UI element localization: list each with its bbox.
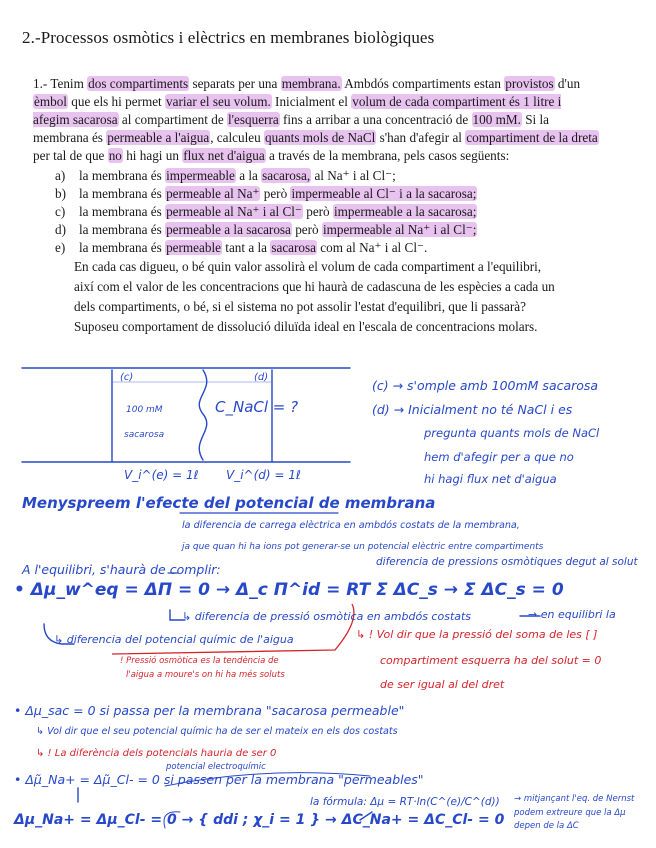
diagram-left-volume: V_i^(e) = 1ℓ <box>124 468 199 482</box>
side-note-3: pregunta quants mols de NaCl <box>424 426 600 440</box>
text-fragment: 1.- Tenim <box>33 76 88 91</box>
text-fragment: fins a arribar a una concentració de <box>279 112 472 127</box>
side-note-2: (d) → Inicialment no té NaCl i es <box>372 402 573 417</box>
diagram-right-content: C_NaCl = ? <box>215 398 299 416</box>
highlighted-text: dos compartiments <box>88 76 189 91</box>
highlighted-text: impermeable al Cl⁻ i a la sacarosa; <box>291 186 477 201</box>
closing-line-1: En cada cas digueu, o bé quin valor assolirà el volum de cada compartiment a l'equilibri, <box>74 259 542 274</box>
highlighted-text: permeable al Na⁺ <box>166 186 260 201</box>
diagram-membrane <box>199 370 207 460</box>
equilibrium-note: → en equilibri la <box>528 608 616 621</box>
text-fragment: la membrana és <box>79 168 166 183</box>
text-fragment: , calculeu <box>210 130 265 145</box>
red-pressure-note-1: ! Pressió osmòtica es la tendència de <box>120 656 279 666</box>
closing-line-2: així com el valor de les concentracions que hi haurà de cadascuna de les espècies a cada un <box>74 279 555 294</box>
diagram-left-label: (c) <box>120 372 134 383</box>
highlighted-text: l'esquerra <box>227 112 279 127</box>
red-note-3: de ser igual al del dret <box>380 678 505 691</box>
formula-note: la fórmula: Δμ = RT·ln(C^(e)/C^(d)) <box>310 796 500 808</box>
text-fragment: per tal de que <box>33 148 108 163</box>
highlighted-text: membrana. <box>281 76 341 91</box>
nernst-note-1: → mitjançant l'eq. de Nernst <box>514 794 635 804</box>
text-fragment: al compartiment de <box>118 112 227 127</box>
text-fragment: d'un <box>554 76 581 91</box>
highlighted-text: flux net d'aigua <box>183 148 265 163</box>
closing-line-4: Suposeu comportament de dissolució diluïda ideal en l'escala de concentracions molars. <box>74 319 538 334</box>
highlighted-text: sacarosa, <box>262 168 311 183</box>
highlighted-text: sacarosa <box>271 240 316 255</box>
red-note-2: compartiment esquerra ha del solut = 0 <box>380 654 602 667</box>
case-label: b) <box>55 186 66 201</box>
text-fragment: la membrana és <box>79 186 166 201</box>
membrane-note-2: ja que quan hi ha ions pot generar-se un potencial elèctric entre compartiments <box>182 542 544 552</box>
text-fragment: hi hagi un <box>122 148 183 163</box>
side-note-4: hem d'afegir per a que no <box>424 450 574 464</box>
highlighted-text: èmbol <box>34 94 67 109</box>
text-fragment: s'han d'afegir al <box>376 130 466 145</box>
highlighted-text: permeable a la sacarosa <box>166 222 291 237</box>
side-note-1: (c) → s'omple amb 100mM sacarosa <box>372 378 599 393</box>
highlighted-text: impermeable al Na⁺ i al Cl⁻; <box>322 222 477 237</box>
highlighted-text: volum de cada compartiment és 1 litre i afegim sacarosa <box>33 94 562 127</box>
notes-heading: Menyspreem l'efecte del potencial de membrana <box>22 494 436 512</box>
final-equation: Δμ_Na+ = Δμ_Cl- = 0 → { ddi ; χ_i = 1 } → ΔC_Na+ = ΔC_Cl- = 0 <box>14 812 505 828</box>
case-label: e) <box>55 240 66 255</box>
text-fragment: Ambdós compartiments estan <box>341 76 505 91</box>
equation-water-potential: • Δμ_w^eq = ΔΠ = 0 → Δ_c Π^id = RT Σ ΔC_s → Σ ΔC_s = 0 <box>14 580 564 600</box>
diagram-left-solute: sacarosa <box>124 430 165 440</box>
text-fragment: però <box>291 222 322 237</box>
diagram-right-label: (d) <box>254 372 269 383</box>
highlighted-text: impermeable a la sacarosa; <box>333 204 477 219</box>
red-note-1: ↳ ! Vol dir que la pressió del soma de les [ ] <box>356 628 598 641</box>
text-fragment: la membrana és <box>79 222 166 237</box>
text-fragment: Inicialment el <box>271 94 352 109</box>
text-fragment: a través de la membrana, pels casos següents: <box>265 148 510 163</box>
text-fragment: Si la membrana és <box>33 112 550 145</box>
highlighted-text: 100 mM. <box>472 112 521 127</box>
text-fragment: a la <box>235 168 262 183</box>
text-fragment: però <box>302 204 333 219</box>
membrane-note-1: la diferencia de carrega elèctrica en ambdós costats de la membrana, <box>182 520 520 531</box>
sucrose-red-note: ↳ ! La diferència dels potencials hauria de ser 0 <box>36 748 277 759</box>
highlighted-text: quants mols de NaCl <box>265 130 376 145</box>
diagram-right-volume: V_i^(d) = 1ℓ <box>226 468 301 482</box>
text-fragment: però <box>260 186 291 201</box>
sucrose-note: ↳ Vol dir que el seu potencial químic ha de ser el mateix en els dos costats <box>36 726 398 737</box>
highlighted-text: compartiment de la dreta <box>466 130 598 145</box>
highlighted-text: impermeable <box>166 168 235 183</box>
text-fragment: que els hi permet <box>67 94 166 109</box>
highlighted-text: variar el seu volum. <box>166 94 271 109</box>
case-label: a) <box>55 168 66 183</box>
pressure-difference-note: ↳ diferencia de pressió osmòtica en ambdós costats <box>182 610 472 623</box>
text-fragment: la membrana és <box>79 204 166 219</box>
text-fragment: al Na⁺ i al Cl⁻; <box>311 168 396 183</box>
text-fragment: tant a la <box>221 240 271 255</box>
electrochemical-label: potencial electroquímic <box>166 762 266 772</box>
side-note-5: hi hagi flux net d'aigua <box>424 472 557 486</box>
highlighted-text: permeable a l'aigua <box>107 130 210 145</box>
highlighted-text: no <box>108 148 122 163</box>
nernst-note-2: podem extreure que la Δμ <box>514 808 626 818</box>
text-fragment: separats per una <box>189 76 281 91</box>
diagram-left-concentration: 100 mM <box>126 405 163 415</box>
chemical-potential-note: ↳ diferencia del potencial químic de l'aigua <box>54 633 294 646</box>
case-label: c) <box>55 204 66 219</box>
case-label: d) <box>55 222 66 237</box>
red-pressure-note-2: l'aigua a moure's on hi ha més soluts <box>126 670 285 680</box>
sucrose-equation: • Δμ_sac = 0 si passa per la membrana "sacarosa permeable" <box>14 703 405 718</box>
page-title: 2.-Processos osmòtics i elèctrics en membranes biològiques <box>22 28 435 47</box>
highlighted-text: provistos <box>505 76 554 91</box>
ions-equation: • Δμ̃_Na+ = Δμ̃_Cl- = 0 si passen per la membrana "permeables" <box>14 772 424 787</box>
text-fragment: com al Na⁺ i al Cl⁻. <box>317 240 428 255</box>
osmotic-difference-note: diferencia de pressions osmòtiques degut al solut <box>376 556 638 568</box>
highlighted-text: permeable al Na⁺ i al Cl⁻ <box>166 204 302 219</box>
nernst-note-3: depen de la ΔC <box>514 821 579 831</box>
text-fragment: la membrana és <box>79 240 166 255</box>
closing-line-3: dels compartiments, o bé, si el sistema no pot assolir l'estat d'equilibri, que li passarà? <box>74 299 526 314</box>
highlighted-text: permeable <box>166 240 221 255</box>
equilibrium-label: A l'equilibri, s'haurà de complir: <box>22 562 221 577</box>
